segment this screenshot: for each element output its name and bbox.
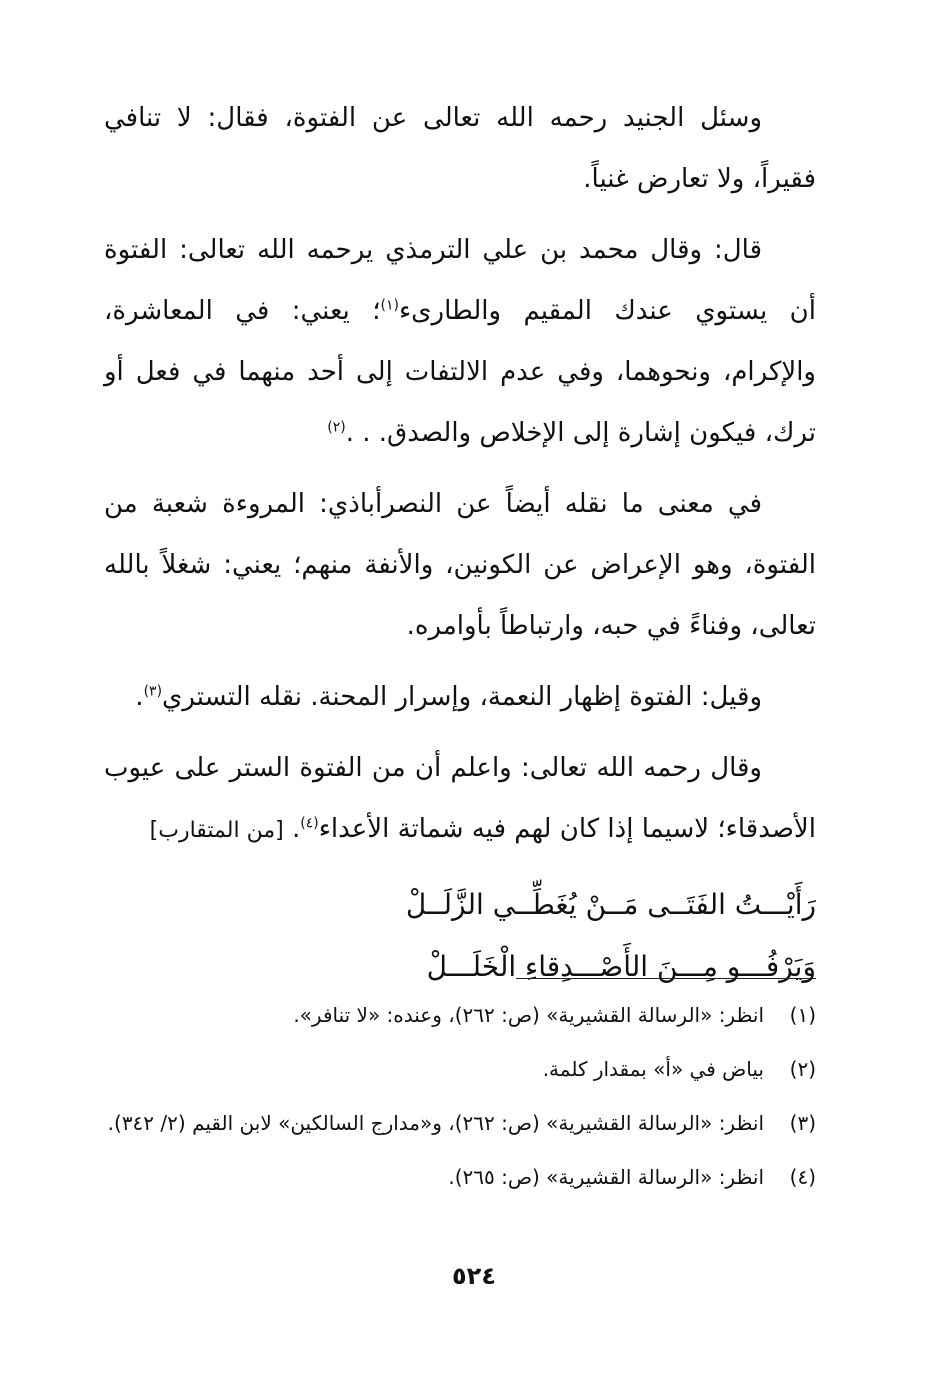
- page-number: ٥٢٤: [452, 1262, 496, 1290]
- paragraph-tustari: [104, 667, 816, 728]
- page-body: [104, 88, 816, 1189]
- footnote-ref[interactable]: (٣): [143, 683, 163, 700]
- paragraph-text: في معنى ما نقله أيضاً عن النصرأباذي: المروءة شعبة من الفتوة، وهو الإعراض عن الكونين، والأنفة منهم؛ يعني: شغلاً بالله تعالى، وفناءً في حبه، وارتباطاً بأوامره.: [104, 489, 816, 641]
- footnote-text: انظر: «الرسالة القشيرية» (ص: ٢٦٥).: [448, 1165, 764, 1189]
- footnote-text: انظر: «الرسالة القشيرية» (ص: ٢٦٢)، و«مدارج السالكين» لابن القيم (٢/ ٣٤٢).: [107, 1111, 764, 1135]
- footnote-number: (٣): [789, 1111, 816, 1135]
- paragraph-text: وقال رحمه الله تعالى: واعلم أن من الفتوة الستر على عيوب الأصدقاء؛ لاسيما إذا كان لهم فيه شماتة الأعداء: [104, 753, 816, 844]
- footnote-ref[interactable]: (٢): [327, 419, 346, 436]
- paragraph-text: قال: وقال محمد بن علي الترمذي يرحمه الله تعالى: الفتوة أن يستوي عندك المقيم والطارىء: [104, 235, 816, 326]
- paragraph-text: وقيل: الفتوة إظهار النعمة، وإسرار المحنة. نقله التستري: [162, 682, 762, 712]
- footnote-item: [104, 1104, 816, 1142]
- footnote-number: (١): [789, 1003, 816, 1027]
- footnote-item: [104, 1050, 816, 1088]
- footnote-text: بياض في «أ» بمقدار كلمة.: [542, 1057, 764, 1081]
- paragraph-junayd: [104, 88, 816, 210]
- footnote-ref[interactable]: (١): [380, 297, 399, 314]
- footnote-item: [104, 996, 816, 1034]
- paragraph-tirmidhi: [104, 220, 816, 464]
- footnote-divider: [516, 978, 816, 979]
- verse-first-hemistich: رَأَيْـــتُ الفَتَــى مَــنْ يُغَطِّــي الزَّلَــلْ: [405, 888, 816, 921]
- paragraph-text: ؛ يعني: في المعاشرة، والإكرام، ونحوهما، وفي عدم الالتفات إلى أحد منهما في فعل أو ترك، فيكون إشارة إلى الإخلاص والصدق. . .: [104, 296, 816, 448]
- footnote-item: [104, 1158, 816, 1196]
- footnote-ref[interactable]: (٤): [300, 815, 319, 832]
- paragraph-text: وسئل الجنيد رحمه الله تعالى عن الفتوة، فقال: لا تنافي فقيراً، ولا تعارض غنياً.: [104, 103, 816, 194]
- footnote-number: (٢): [789, 1057, 816, 1081]
- paragraph-text: .: [291, 814, 301, 844]
- meter-tag: [من المتقارب]: [149, 818, 284, 843]
- footnote-number: (٤): [789, 1165, 816, 1189]
- footnote-text: انظر: «الرسالة القشيرية» (ص: ٢٦٢)، وعنده: «لا تنافر».: [293, 1003, 764, 1027]
- footnotes: [104, 996, 816, 1212]
- paragraph-friends-faults: [104, 738, 816, 861]
- verse-second-hemistich: وَيَرْفُـــو مِـــنَ الأَصْـــدِقاءِ الْخَلَـــلْ: [426, 950, 816, 983]
- paragraph-text: .: [135, 682, 144, 712]
- paragraph-nasrabadhi: [104, 474, 816, 657]
- poem-verse: [104, 871, 816, 983]
